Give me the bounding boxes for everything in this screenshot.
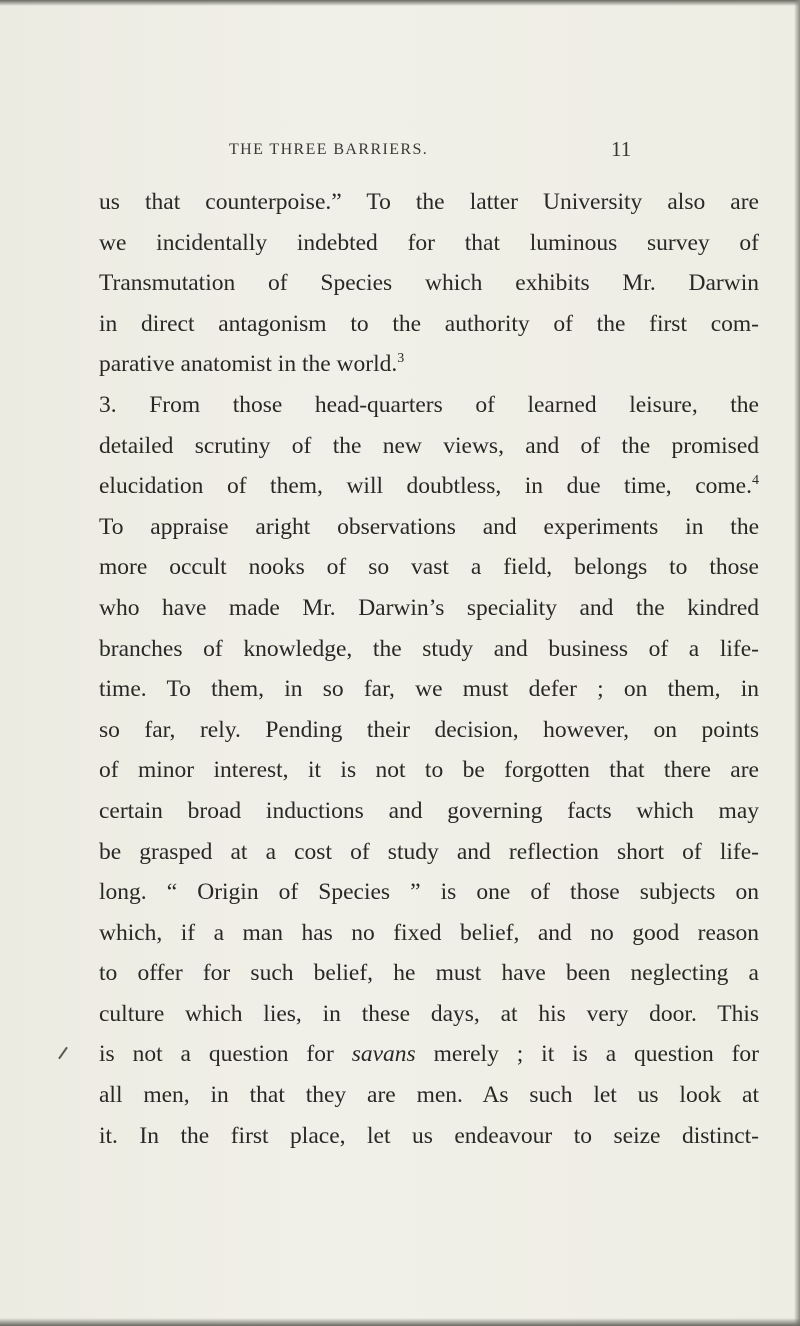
footnote-ref: 3 bbox=[397, 351, 405, 367]
text-line: to offer for such belief, he must have been neglecting a bbox=[99, 960, 759, 987]
page-top-edge-shadow bbox=[0, 0, 800, 6]
text-line: in direct antagonism to the authority of the first com- bbox=[99, 310, 759, 337]
text-line: which, if a man has no fixed belief, and no good reason bbox=[99, 919, 759, 946]
text-line-content: is not a question for bbox=[99, 1041, 334, 1068]
text-line bbox=[99, 1034, 759, 1075]
running-head: THE THREE BARRIERS. bbox=[229, 141, 429, 158]
body-text bbox=[99, 182, 759, 1156]
text-line: 3. From those head-quarters of learned leisure, the bbox=[99, 391, 759, 418]
text-line: culture which lies, in these days, at his very door. This bbox=[99, 1000, 759, 1027]
page-right-edge-shadow bbox=[794, 0, 800, 1326]
text-line: who have made Mr. Darwin’s speciality and the kindred bbox=[99, 594, 759, 621]
margin-pencil-mark bbox=[58, 1047, 68, 1060]
text-line: time. To them, in so far, we must defer ; on them, in bbox=[99, 676, 759, 703]
text-line: of minor interest, it is not to be forgotten that there are bbox=[99, 757, 759, 784]
text-line: certain broad inductions and governing facts which may bbox=[99, 797, 759, 824]
italic-word: savans bbox=[351, 1041, 416, 1068]
text-line bbox=[99, 466, 759, 507]
text-line: so far, rely. Pending their decision, however, on points bbox=[99, 716, 759, 743]
page-bottom-edge-shadow bbox=[0, 1318, 800, 1326]
text-line-content: parative anatomist in the world. bbox=[99, 351, 398, 378]
text-line: detailed scrutiny of the new views, and of the promised bbox=[99, 432, 759, 459]
text-line: To appraise aright observations and experiments in the bbox=[99, 513, 759, 540]
footnote-ref: 4 bbox=[752, 473, 759, 489]
text-line-content: merely ; it is a question for bbox=[433, 1041, 759, 1068]
text-line: be grasped at a cost of study and reflection short of life- bbox=[99, 838, 759, 865]
text-line: branches of knowledge, the study and business of a life- bbox=[99, 635, 759, 662]
page-number: 11 bbox=[611, 137, 632, 161]
text-line-content: elucidation of them, will doubtless, in due time, come. bbox=[99, 473, 752, 500]
text-line: more occult nooks of so vast a field, belongs to those bbox=[99, 554, 759, 581]
text-line bbox=[99, 344, 759, 385]
text-line: we incidentally indebted for that luminous survey of bbox=[99, 229, 759, 256]
text-line: all men, in that they are men. As such let us look at bbox=[99, 1082, 759, 1109]
text-line: us that counterpoise.” To the latter University also are bbox=[99, 189, 759, 215]
text-line: it. In the first place, let us endeavour to seize distinct- bbox=[99, 1122, 759, 1149]
text-line: long. “ Origin of Species ” is one of those subjects on bbox=[99, 879, 759, 906]
text-line: Transmutation of Species which exhibits Mr. Darwin bbox=[99, 270, 759, 297]
